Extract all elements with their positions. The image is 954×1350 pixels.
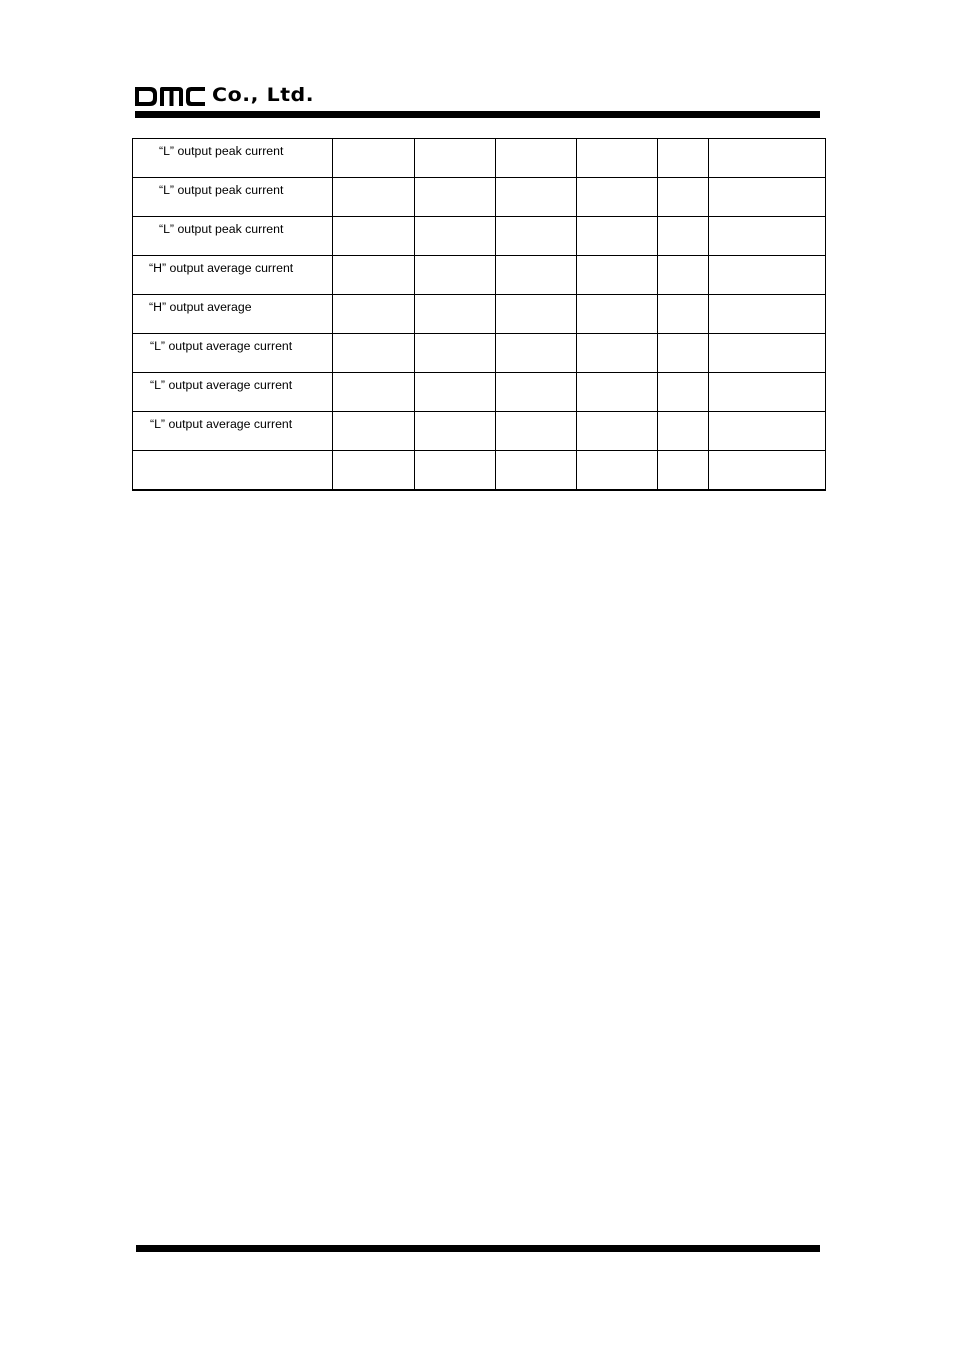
parameter-label: “L” output average current — [150, 339, 293, 353]
table-cell — [415, 373, 496, 412]
table-cell — [577, 451, 658, 491]
table-cell — [709, 178, 826, 217]
table-cell — [333, 178, 415, 217]
table-row — [133, 451, 826, 491]
table-cell — [709, 217, 826, 256]
table-row — [133, 334, 826, 373]
parameter-label: “H” output average — [149, 300, 252, 314]
table-cell — [709, 139, 826, 178]
parameter-cell — [133, 295, 333, 334]
parameter-label: “L” output average current — [150, 417, 293, 431]
table-cell — [577, 256, 658, 295]
table-row — [133, 412, 826, 451]
table-cell — [709, 256, 826, 295]
table-cell — [496, 373, 577, 412]
parameter-label: “L” output peak current — [159, 183, 284, 197]
table-cell — [496, 178, 577, 217]
table-cell — [658, 451, 709, 491]
company-logo — [135, 82, 315, 106]
parameter-label — [133, 451, 332, 456]
table-cell — [577, 139, 658, 178]
table-cell — [577, 334, 658, 373]
parameter-label: “H” output average current — [149, 261, 294, 275]
table-cell — [658, 139, 709, 178]
parameter-cell — [133, 139, 333, 178]
table-cell — [415, 178, 496, 217]
table-cell — [577, 412, 658, 451]
table-cell — [333, 334, 415, 373]
table-cell — [496, 451, 577, 491]
logo-suffix-text: Co., Ltd. — [212, 84, 315, 106]
table-cell — [333, 139, 415, 178]
table-cell — [333, 373, 415, 412]
table-cell — [333, 256, 415, 295]
table-cell — [658, 217, 709, 256]
table-cell — [577, 178, 658, 217]
table-cell — [709, 451, 826, 491]
table-cell — [333, 412, 415, 451]
table-cell — [496, 295, 577, 334]
parameter-cell — [133, 451, 333, 491]
table-cell — [709, 412, 826, 451]
parameter-cell — [133, 412, 333, 451]
parameter-label: “L” output average current — [150, 378, 293, 392]
parameter-cell — [133, 373, 333, 412]
parameter-label: “L” output peak current — [159, 222, 284, 236]
table-cell — [333, 451, 415, 491]
table-cell — [709, 373, 826, 412]
specification-table — [132, 138, 826, 491]
table-cell — [709, 295, 826, 334]
table-cell — [496, 139, 577, 178]
table-cell — [415, 412, 496, 451]
table-cell — [496, 412, 577, 451]
table-cell — [333, 295, 415, 334]
parameter-cell — [133, 178, 333, 217]
table-row — [133, 295, 826, 334]
table-cell — [709, 334, 826, 373]
table-cell — [658, 412, 709, 451]
table-cell — [658, 256, 709, 295]
table-cell — [496, 256, 577, 295]
parameter-label: “L” output peak current — [159, 144, 284, 158]
table-cell — [415, 451, 496, 491]
table-row — [133, 139, 826, 178]
footer-rule — [136, 1245, 820, 1252]
table-row — [133, 256, 826, 295]
table-cell — [333, 217, 415, 256]
table-cell — [577, 295, 658, 334]
parameter-cell — [133, 217, 333, 256]
parameter-cell — [133, 334, 333, 373]
table-row — [133, 217, 826, 256]
table-cell — [658, 373, 709, 412]
table-cell — [415, 139, 496, 178]
table-cell — [658, 334, 709, 373]
header-rule — [135, 111, 820, 118]
dmc-logo-mark — [135, 87, 205, 106]
table-cell — [415, 217, 496, 256]
table-cell — [496, 217, 577, 256]
table-cell — [658, 295, 709, 334]
table-cell — [415, 295, 496, 334]
table-row — [133, 178, 826, 217]
table-cell — [415, 334, 496, 373]
table-row — [133, 373, 826, 412]
table-cell — [496, 334, 577, 373]
table-cell — [577, 373, 658, 412]
table-cell — [415, 256, 496, 295]
table-cell — [577, 217, 658, 256]
table-cell — [658, 178, 709, 217]
parameter-cell — [133, 256, 333, 295]
